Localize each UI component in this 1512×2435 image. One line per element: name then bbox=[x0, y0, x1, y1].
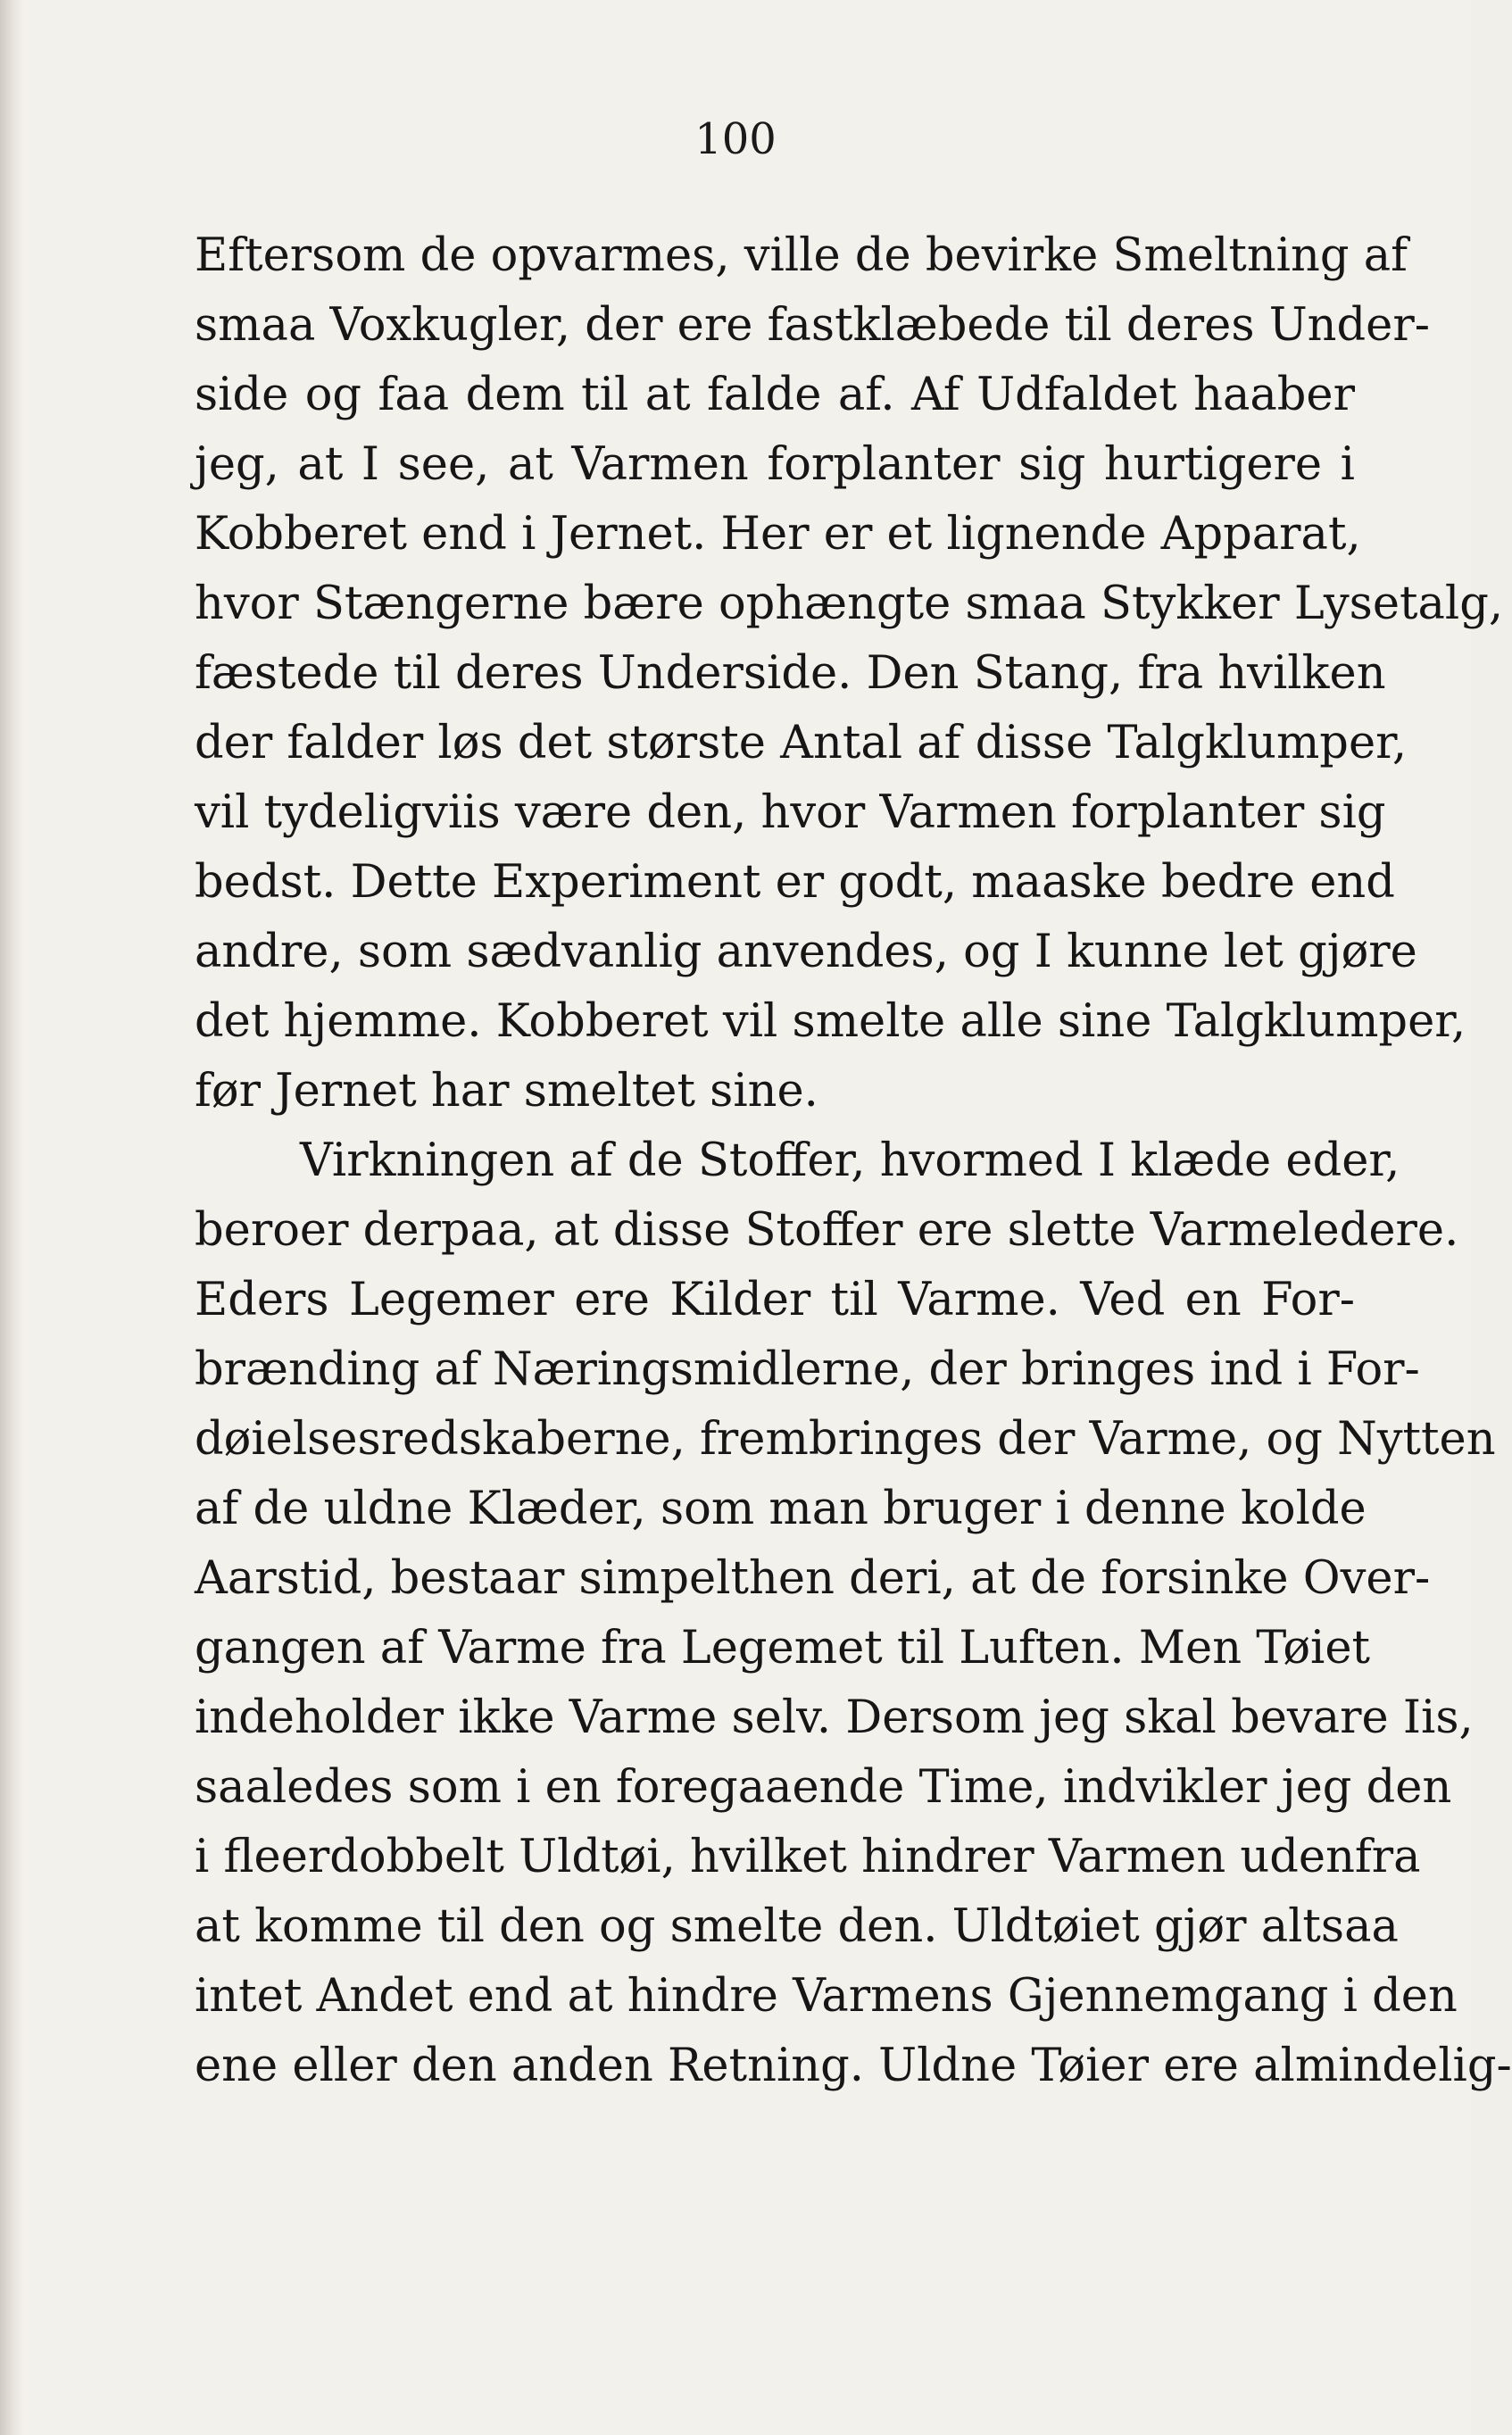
text-line: i fleerdobbelt Uldtøi, hvilket hindrer Varmen udenfra bbox=[195, 1831, 1421, 1883]
page-number: 100 bbox=[694, 114, 777, 164]
text-line: indeholder ikke Varme selv. Dersom jeg skal bevare Iis, bbox=[195, 1691, 1474, 1744]
text-line: vil tydeligviis være den, hvor Varmen forplanter sig bbox=[195, 786, 1386, 839]
text-line: Kobberet end i Jernet. Her er et lignende Apparat, bbox=[195, 508, 1361, 561]
text-line: Virkningen af de Stoffer, hvormed I klæde eder, bbox=[300, 1134, 1400, 1187]
text-line: hvor Stængerne bære ophængte smaa Stykker Lysetalg, bbox=[195, 578, 1504, 630]
text-line: beroer derpaa, at disse Stoffer ere slette Varmeledere. bbox=[195, 1204, 1459, 1257]
text-line: af de uldne Klæder, som man bruger i denne kolde bbox=[195, 1483, 1367, 1535]
text-line: brænding af Næringsmidlerne, der bringes ind i For- bbox=[195, 1343, 1420, 1396]
body-text bbox=[195, 221, 1512, 2101]
text-line: Aarstid, bestaar simpelthen deri, at de forsinke Over- bbox=[195, 1552, 1431, 1605]
text-line: jeg, at I see, at Varmen forplanter sig hurtigere i bbox=[195, 438, 1355, 491]
text-line: saaledes som i en foregaaende Time, indvikler jeg den bbox=[195, 1761, 1452, 1814]
text-line: før Jernet har smeltet sine. bbox=[195, 1065, 818, 1118]
text-line: intet Andet end at hindre Varmens Gjennemgang i den bbox=[195, 1970, 1458, 2023]
page-binding-edge bbox=[0, 0, 23, 2435]
text-line: gangen af Varme fra Legemet til Luften. Men Tøiet bbox=[195, 1622, 1371, 1675]
text-line: smaa Voxkugler, der ere fastklæbede til deres Under- bbox=[195, 299, 1430, 352]
text-line: Eders Legemer ere Kilder til Varme. Ved en For- bbox=[195, 1274, 1355, 1326]
text-line: der falder løs det største Antal af disse Talgklumper, bbox=[195, 717, 1408, 769]
text-line: andre, som sædvanlig anvendes, og I kunne let gjøre bbox=[195, 926, 1417, 978]
text-line: side og faa dem til at falde af. Af Udfaldet haaber bbox=[195, 369, 1355, 421]
text-line: at komme til den og smelte den. Uldtøiet gjør altsaa bbox=[195, 1900, 1399, 1953]
text-line: fæstede til deres Underside. Den Stang, fra hvilken bbox=[195, 647, 1386, 700]
text-line: Eftersom de opvarmes, ville de bevirke Smeltning af bbox=[195, 229, 1408, 282]
text-line: døielsesredskaberne, frembringes der Varme, og Nytten bbox=[195, 1413, 1496, 1466]
text-line: ene eller den anden Retning. Uldne Tøier ere almindelig- bbox=[195, 2040, 1512, 2092]
text-line: det hjemme. Kobberet vil smelte alle sine Talgklumper, bbox=[195, 995, 1466, 1048]
text-line: bedst. Dette Experiment er godt, maaske bedre end bbox=[195, 856, 1395, 909]
